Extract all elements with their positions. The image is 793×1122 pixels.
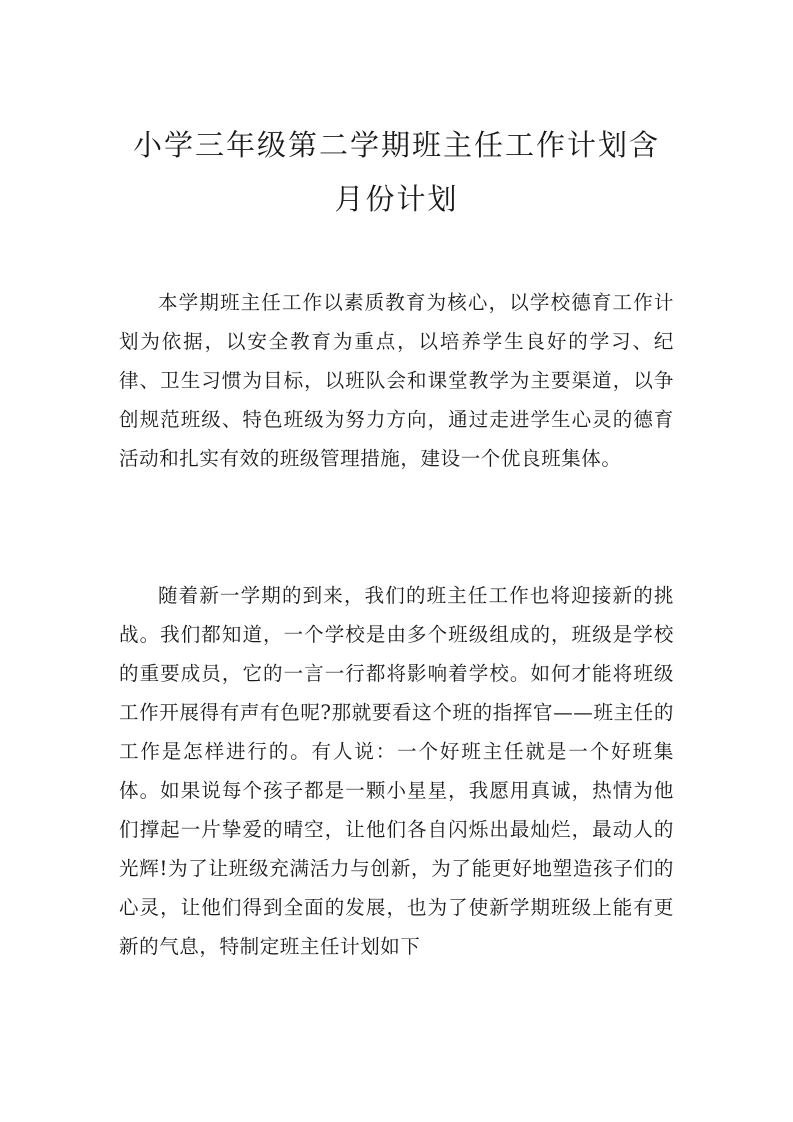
paragraph-plan-context: 随着新一学期的到来，我们的班主任工作也将迎接新的挑战。我们都知道，一个学校是由多个班级组成的，班级是学校的重要成员，它的一言一行都将影响着学校。如何才能将班级工作开展得有声有色呢?那就要看这个班的指挥官——班主任的工作是怎样进行的。有人说：一个好班主任就是一个好班集体。如果说每个孩子都是一颗小星星，我愿用真诚，热情为他们撑起一片挚爱的晴空，让他们各自闪烁出最灿烂，最动人的光辉!为了让班级充满活力与创新，为了能更好地塑造孩子们的心灵，让他们得到全面的发展，也为了使新学期班级上能有更新的气息，特制定班主任计划如下: [119, 584, 674, 958]
document-title: 小学三年级第二学期班主任工作计划含月份计划: [132, 128, 660, 216]
paragraph-intro: 本学期班主任工作以素质教育为核心，以学校德育工作计划为依据，以安全教育为重点，以培养学生良好的学习、纪律、卫生习惯为目标，以班队会和课堂教学为主要渠道，以争创规范班级、特色班级为努力方向，通过走进学生心灵的德育活动和扎实有效的班级管理措施，建设一个优良班集体。: [119, 291, 674, 470]
